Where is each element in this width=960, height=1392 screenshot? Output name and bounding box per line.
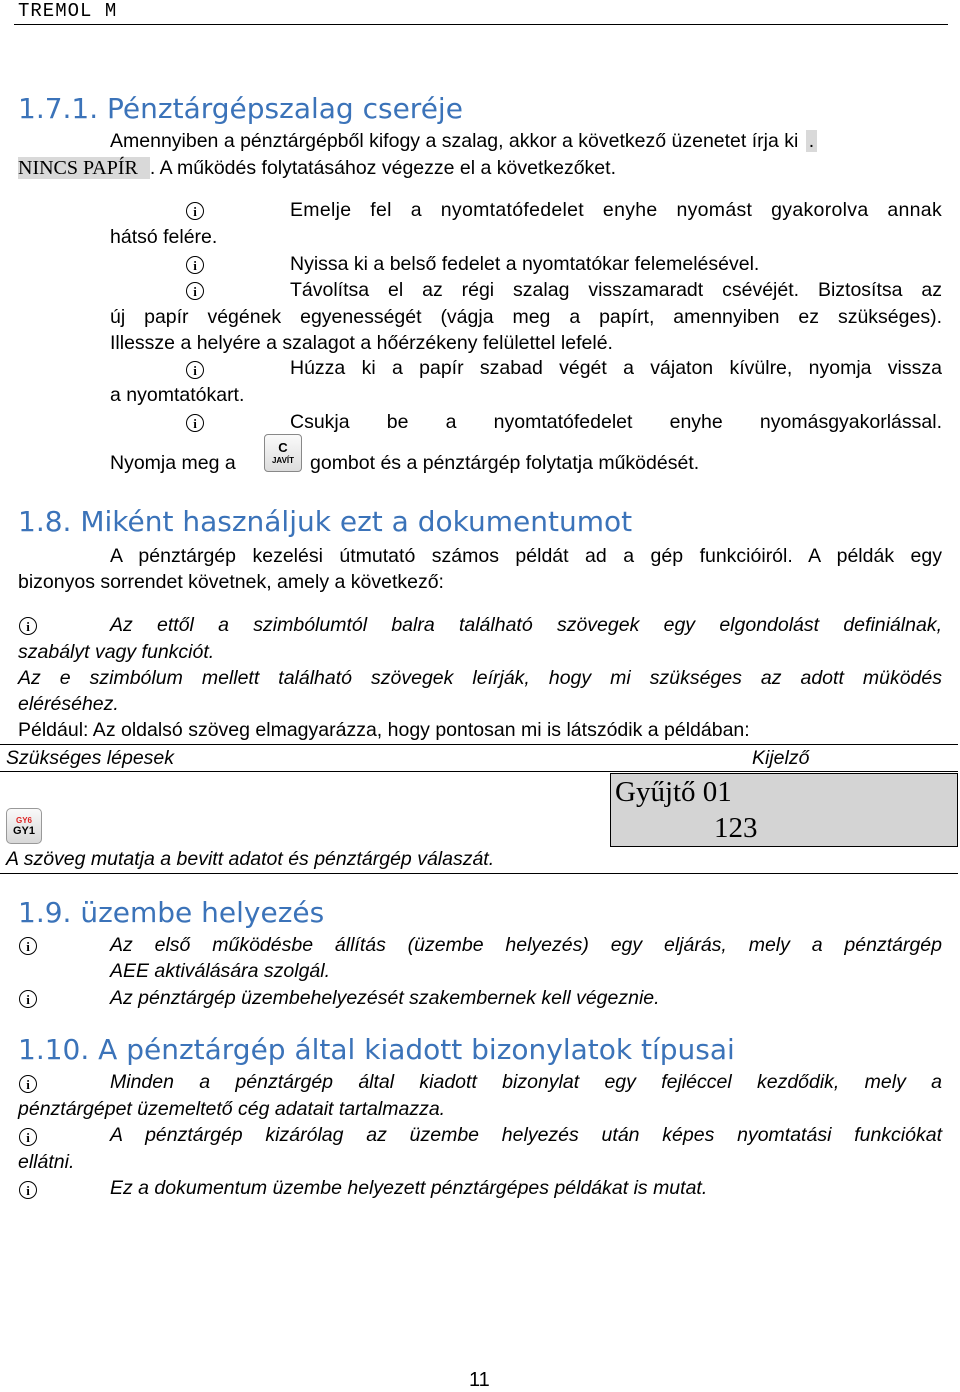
section-heading-110: 1.10. A pénztárgép által kiadott bizonylatok típusai	[18, 1033, 735, 1066]
step-2: Nyissa ki a belső fedelet a nyomtatókar felemelésével.	[290, 253, 760, 275]
info-icon: i	[19, 1075, 37, 1093]
s19-info-1-line-1: Az első működésbe állítás (üzembe helyezés) egy eljárás, mely a pénztárgép	[110, 934, 942, 956]
s18-info-1-line-1: Az ettől a szimbólumtól balra található szövegek egy elgondolást definiálnak,	[110, 614, 942, 636]
step-3-line-1: Távolítsa el az régi szalag visszamaradt csévéjét. Biztosítsa az	[290, 279, 942, 301]
s110-info-3: Ez a dokumentum üzembe helyezett pénztárgépes példákat is mutat.	[110, 1177, 708, 1199]
key-gy6-gy1-icon: GY6 GY1	[6, 808, 42, 844]
info-icon: i	[186, 414, 204, 432]
info-icon: i	[186, 361, 204, 379]
step-4-line-2: a nyomtatókart.	[110, 384, 245, 406]
table-col-steps: Szükséges lépesek	[6, 747, 175, 769]
cash-register-display: Gyűjtő 01 123	[610, 773, 958, 847]
s18-info-2-line-1: Az e szimbólum mellett található szövegek leírják, hogy mi szükséges az adott müködés	[18, 667, 942, 689]
section-heading-18: 1.8. Miként használjuk ezt a dokumentumot	[18, 505, 633, 538]
info-icon: i	[19, 990, 37, 1008]
step-4-line-1: Húzza ki a papír szabad végét a vájaton kívülre, nyomja vissza	[290, 357, 942, 379]
info-icon: i	[19, 937, 37, 955]
s18-example-text: Például: Az oldalsó szöveg elmagyarázza, hogy pontosan mi is látszódik a példában:	[18, 719, 750, 741]
highlight-dot: .	[806, 130, 817, 152]
header-rule	[14, 24, 948, 25]
info-icon: i	[19, 1181, 37, 1199]
s19-info-2: Az pénztárgép üzembehelyezését szakembernek kell végeznie.	[110, 987, 660, 1009]
section-heading-171: 1.7.1. Pénztárgépszalag cseréje	[18, 92, 463, 125]
info-icon: i	[186, 282, 204, 300]
info-icon: i	[186, 256, 204, 274]
s18-info-1-line-2: szabályt vagy funkciót.	[18, 641, 215, 663]
table-bottom-rule	[0, 873, 958, 874]
info-icon: i	[186, 202, 204, 220]
step-6-suffix: gombot és a pénztárgép folytatja működését.	[310, 452, 700, 474]
info-icon: i	[19, 1128, 37, 1146]
key-c-javit-icon: C JAVÍT	[264, 434, 302, 472]
page-number: 11	[469, 1369, 490, 1391]
table-header-rule	[0, 771, 958, 772]
table-top-rule	[0, 744, 958, 745]
step-1-line-2: hátsó felére.	[110, 226, 218, 248]
message-nincs-papir: NINCS PAPÍR	[18, 157, 150, 179]
step-5: Csukja be a nyomtatófedelet enyhe nyomásgyakorlással.	[290, 411, 942, 433]
step-3-line-3: Illessze a helyére a szalagot a hőérzékeny felülettel lefelé.	[110, 332, 613, 354]
s110-info-1-line-2: pénztárgépet üzemeltető cég adatait tartalmazza.	[18, 1098, 446, 1120]
section-heading-19: 1.9. üzembe helyezés	[18, 896, 325, 929]
s19-info-1-line-2: AEE aktiválására szolgál.	[110, 960, 331, 982]
s110-info-1-line-1: Minden a pénztárgép által kiadott bizonylat egy fejléccel kezdődik, mely a	[110, 1071, 942, 1093]
info-icon: i	[19, 617, 37, 635]
s18-paragraph-line-1: A pénztárgép kezelési útmutató számos példát ad a gép funkcióiról. A példák egy	[110, 545, 942, 567]
s110-info-2-line-1: A pénztárgép kizárólag az üzembe helyezés után képes nyomtatási funkciókat	[110, 1124, 942, 1146]
header-title: TREMOL M	[18, 0, 118, 22]
step-6-prefix: Nyomja meg a	[110, 452, 236, 474]
s18-info-2-line-2: eléréséhez.	[18, 693, 119, 715]
intro-line-1: Amennyiben a pénztárgépből kifogy a szalag, akkor a következő üzenetet írja ki .	[110, 130, 817, 153]
table-caption: A szöveg mutatja a bevitt adatot és pénztárgép válaszát.	[6, 848, 495, 870]
s18-paragraph-line-2: bizonyos sorrendet követnek, amely a következő:	[18, 571, 444, 593]
step-3-line-2: új papír végének egyenességét (vágja meg a papírt, amennyiben ez szükséges).	[110, 306, 942, 328]
table-col-display: Kijelző	[752, 747, 810, 769]
step-1-line-1: Emelje fel a nyomtatófedelet enyhe nyomást gyakorolva annak	[290, 199, 942, 221]
intro-line-2: NINCS PAPÍR . A működés folytatásához végezze el a következőket.	[18, 157, 616, 179]
s110-info-2-line-2: ellátni.	[18, 1151, 75, 1173]
